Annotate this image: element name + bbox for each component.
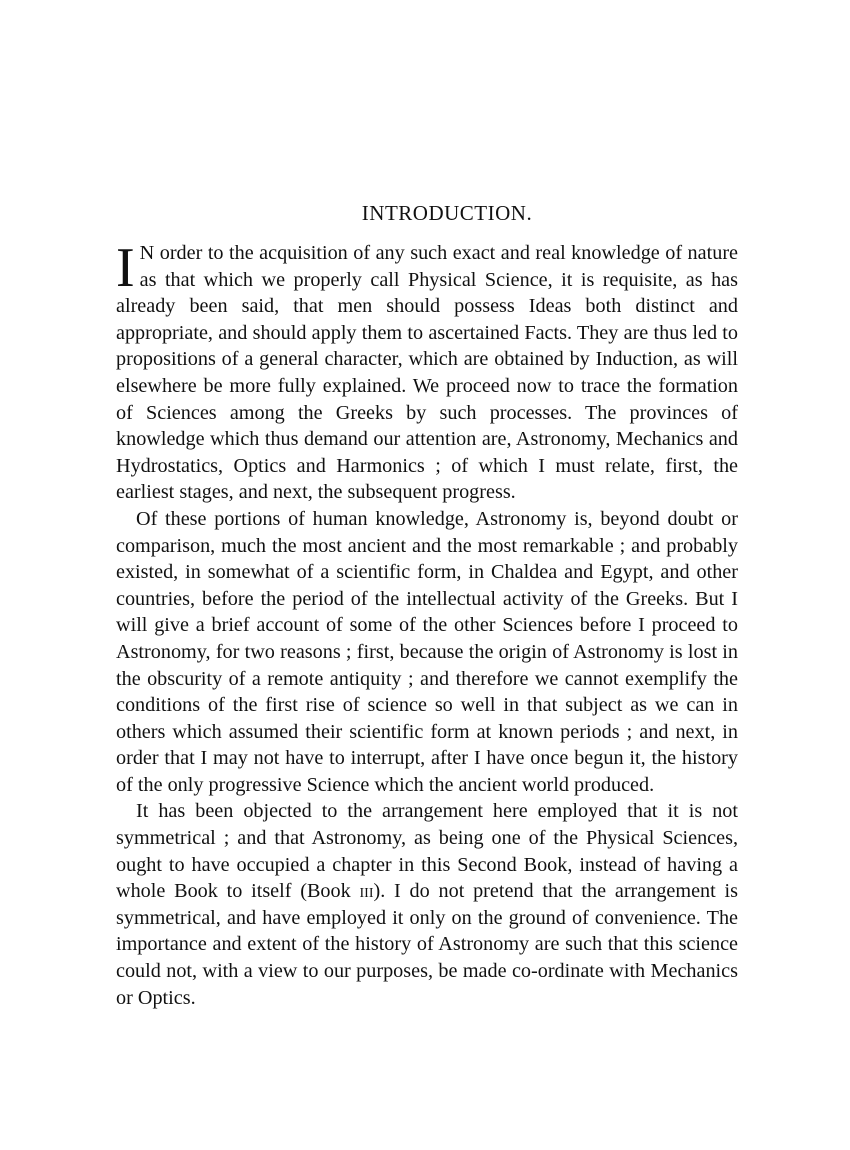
paragraph-3-text-after: ). I do not pretend that the arrangement is symmetrical, and have employed it only on the ground of convenience. The importance and extent of the history of Astronomy are such that this science could not, with a view to our purposes, be made co-ordinate with Mechanics or Optics. bbox=[116, 880, 738, 1009]
paragraph-3 bbox=[116, 798, 738, 1011]
page bbox=[116, 198, 738, 1011]
book-number: iii bbox=[359, 880, 374, 903]
paragraph-1 bbox=[116, 237, 738, 506]
paragraph-1-text: N order to the acquisition of any such exact and real knowledge of nature as that which we properly call Physical Science, it is requisite, as has already been said, that men should possess Ideas both distinct and appropriate, and should apply them to ascertained Facts. They are thus led to propositions of a general character, which are obtained by Induction, as will elsewhere be more fully explained. We proceed now to trace the formation of Sciences among the Greeks by such processes. The provinces of knowledge which thus demand our attention are, Astronomy, Mechanics and Hydrostatics, Optics and Harmonics ; of which I must relate, first, the earliest stages, and next, the subsequent progress. bbox=[116, 242, 738, 504]
paragraph-3-text-before: It has been objected to the arrangement here employed that it is not symmetrical ; and that Astronomy, as being one of the Physical Sciences, ought to have occupied a chapter in this Second Book, instead of having a whole Book to itself (Book bbox=[116, 800, 738, 903]
drop-cap: I bbox=[116, 237, 135, 299]
page-title: INTRODUCTION. bbox=[361, 201, 533, 225]
paragraph-2: Of these portions of human knowledge, Astronomy is, beyond doubt or comparison, much the most ancient and the most remarkable ; and probably existed, in somewhat of a scientific form, in Chaldea and Egypt, and other countries, before the period of the intellectual activity of the Greeks. But I will give a brief account of some of the other Sciences before I proceed to Astronomy, for two reasons ; first, because the origin of Astronomy is lost in the obscurity of a remote antiquity ; and therefore we cannot exemplify the conditions of the first rise of science so well in that subject as we can in others which assumed their scientific form at known periods ; and next, in order that I may not have to interrupt, after I have once begun it, the history of the only progressive Science which the ancient world produced. bbox=[116, 507, 738, 796]
